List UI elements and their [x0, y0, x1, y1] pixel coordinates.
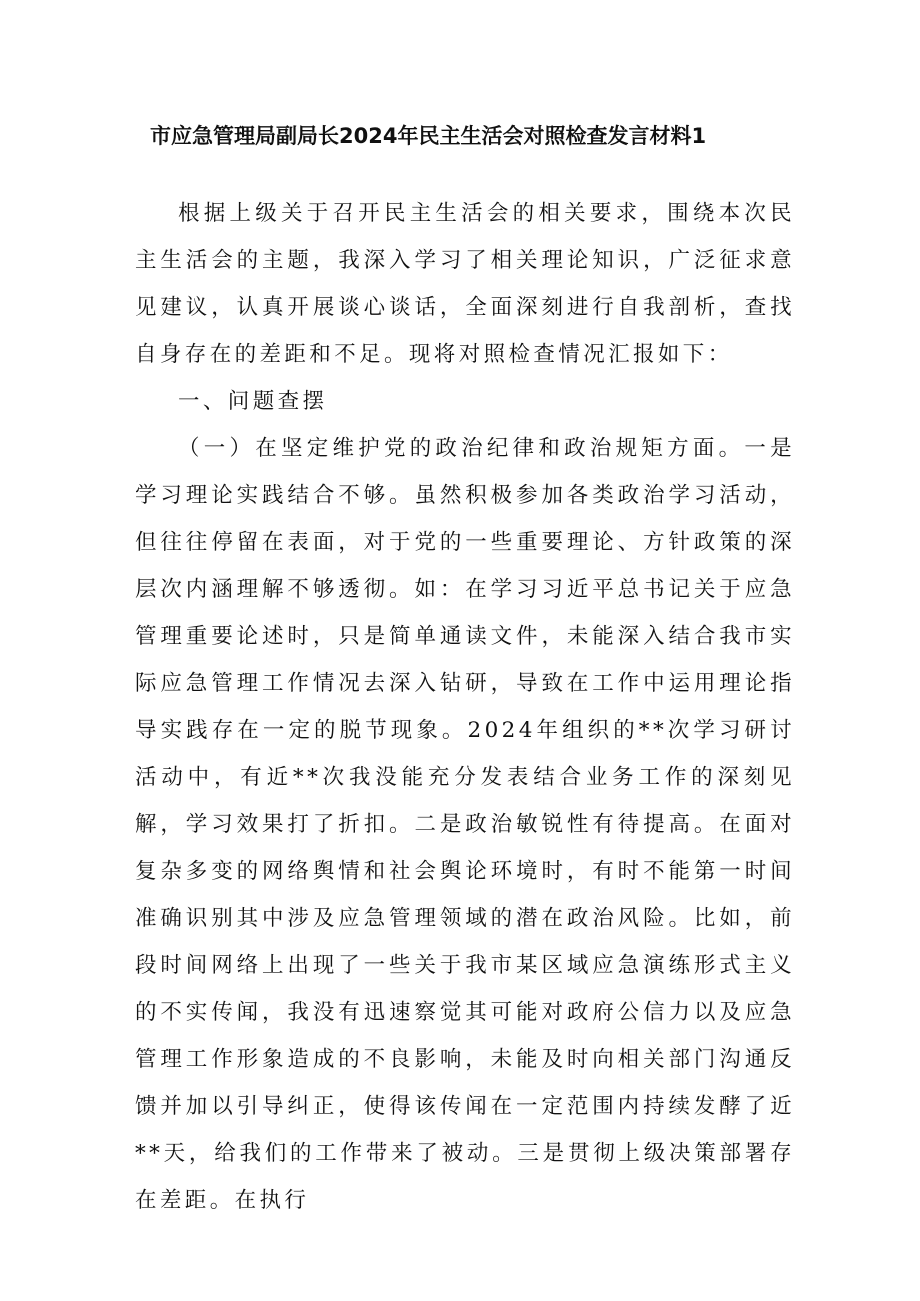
intro-paragraph-block	[135, 190, 795, 378]
section-heading: 一、问题查摆	[178, 389, 328, 414]
section-heading-block	[135, 378, 795, 425]
section-paragraph: （一）在坚定维护党的政治纪律和政治规矩方面。一是学习理论实践结合不够。虽然积极参加各类政治学习活动，但往往停留在表面，对于党的一些重要理论、方针政策的深层次内涵理解不够透彻。如：在学习习近平总书记关于应急管理重要论述时，只是简单通读文件，未能深入结合我市实际应急管理工作情况去深入钻研，导致在工作中运用理论指导实践存在一定的脱节现象。2024年组织的**次学习研讨活动中，有近**次我没能充分发表结合业务工作的深刻见解，学习效果打了折扣。二是政治敏锐性有待提高。在面对复杂多变的网络舆情和社会舆论环境时，有时不能第一时间准确识别其中涉及应急管理领域的潜在政治风险。比如，前段时间网络上出现了一些关于我市某区域应急演练形式主义的不实传闻，我没有迅速察觉其可能对政府公信力以及应急管理工作形象造成的不良影响，未能及时向相关部门沟通反馈并加以引导纠正，使得该传闻在一定范围内持续发酵了近**天，给我们的工作带来了被动。三是贯彻上级决策部署存在差距。在执行	[135, 436, 795, 1213]
intro-paragraph: 根据上级关于召开民主生活会的相关要求，围绕本次民主生活会的主题，我深入学习了相关理论知识，广泛征求意见建议，认真开展谈心谈话，全面深刻进行自我剖析，查找自身存在的差距和不足。现将对照检查情况汇报如下：	[135, 201, 795, 367]
document-title: 市应急管理局副局长2024年民主生活会对照检查发言材料1	[150, 124, 707, 148]
section-paragraph-block	[135, 425, 795, 1224]
